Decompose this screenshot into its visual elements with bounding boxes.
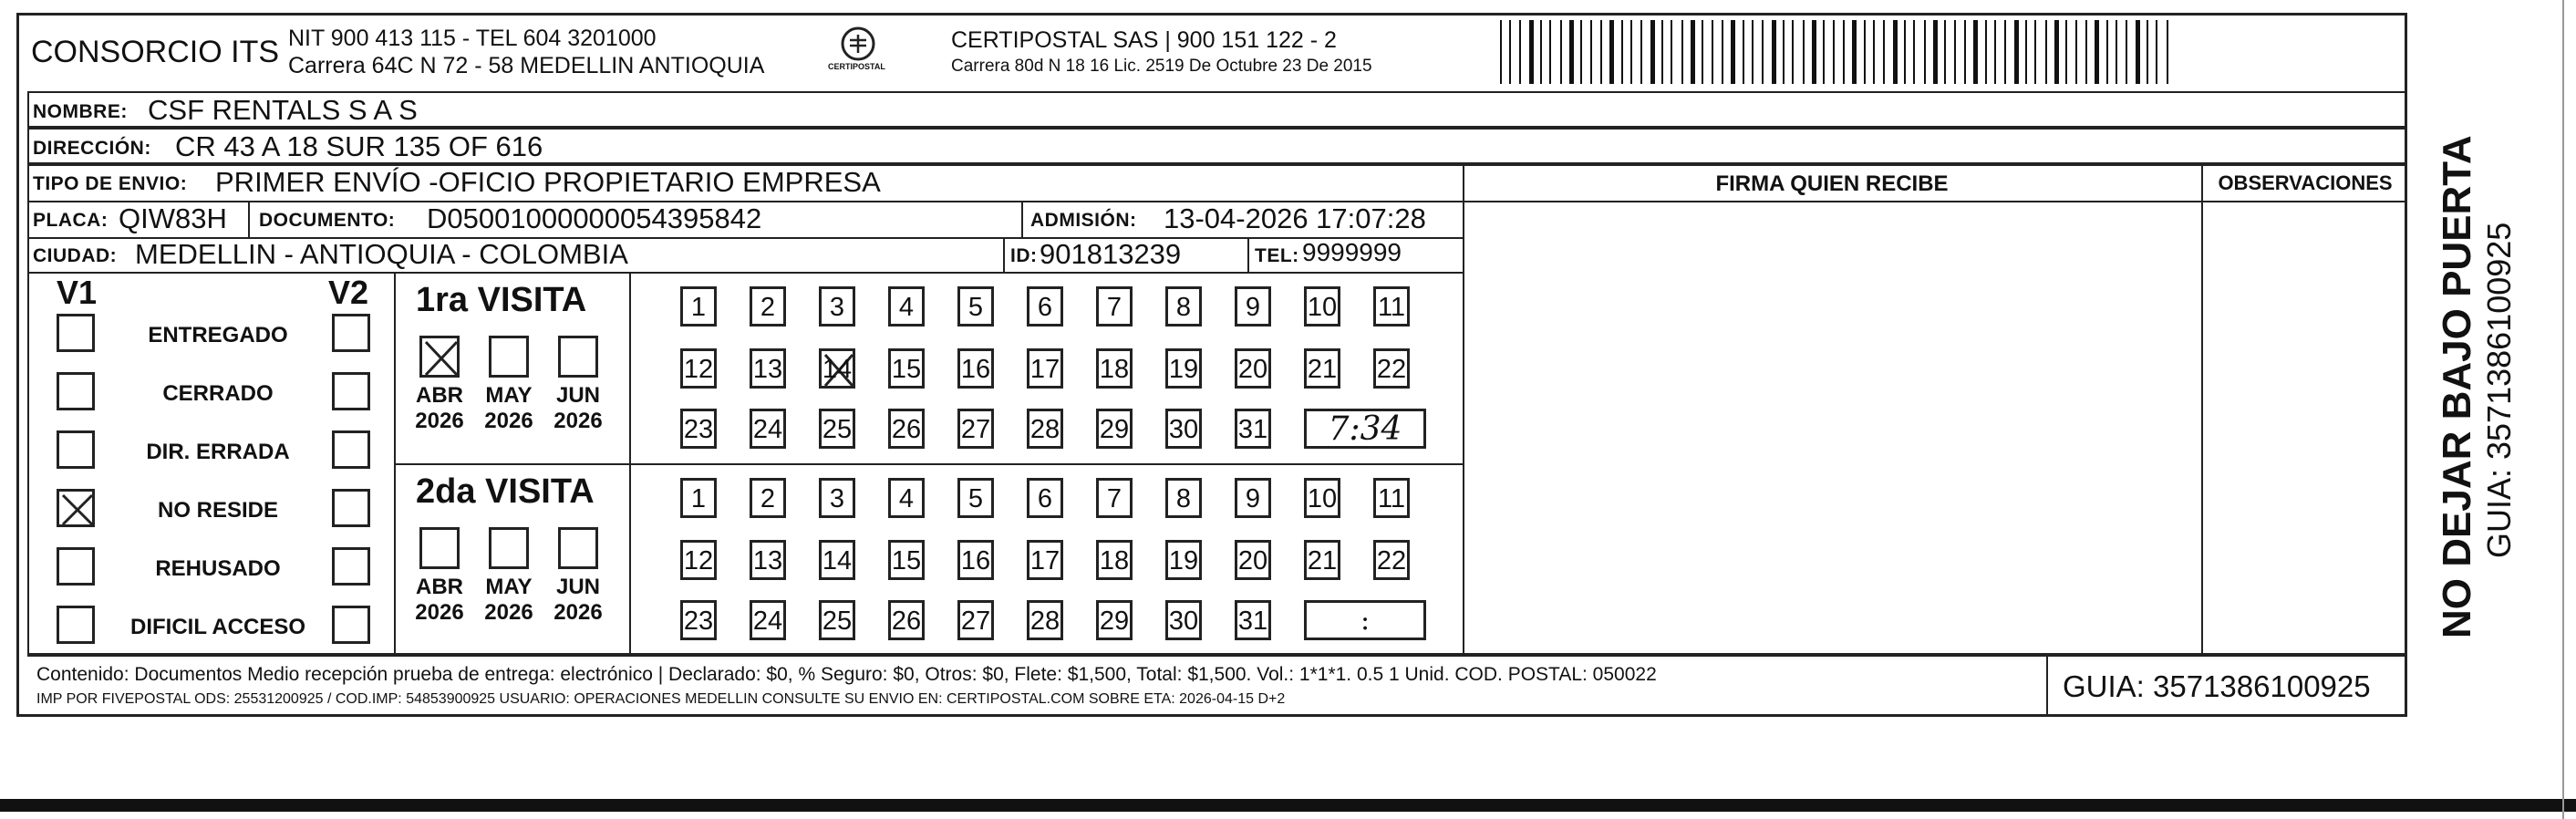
day-box[interactable]: 24	[750, 600, 786, 640]
tel-value: 9999999	[1302, 238, 1402, 266]
month-checkbox[interactable]	[489, 336, 529, 378]
visit2-title: 2da VISITA	[416, 472, 595, 511]
v2-checkbox[interactable]	[332, 372, 370, 410]
documento-value: D05001000000054395842	[427, 202, 762, 234]
day-box[interactable]: 18	[1096, 348, 1133, 389]
tipo-label: TIPO DE ENVIO:	[33, 173, 188, 194]
page-bottom-edge	[0, 799, 2576, 812]
day-box[interactable]: 23	[680, 409, 717, 449]
day-box[interactable]: 8	[1165, 478, 1202, 518]
v1-checkbox[interactable]	[57, 489, 95, 527]
status-label: NO RESIDE	[157, 498, 279, 523]
tipo-value: PRIMER ENVÍO -OFICIO PROPIETARIO EMPRESA	[215, 166, 881, 198]
day-box[interactable]: 30	[1165, 600, 1202, 640]
day-box[interactable]: 9	[1235, 286, 1271, 327]
admision-label: ADMISIÓN:	[1030, 210, 1137, 231]
v2-label: V2	[328, 274, 369, 311]
day-box[interactable]: 8	[1165, 286, 1202, 327]
day-box[interactable]: 6	[1027, 478, 1063, 518]
certipostal-logo	[828, 24, 885, 78]
status-label: REHUSADO	[155, 556, 281, 581]
carrier-address: Carrera 80d N 18 16 Lic. 2519 De Octubre 23 De 2015	[951, 57, 1372, 76]
day-box[interactable]: 16	[957, 348, 994, 389]
day-box[interactable]: 22	[1373, 348, 1410, 389]
day-box[interactable]: 18	[1096, 540, 1133, 580]
v1-checkbox[interactable]	[57, 430, 95, 469]
company-name: CONSORCIO ITS	[31, 35, 280, 69]
placa-label: PLACA:	[33, 210, 109, 231]
placa-divider	[248, 201, 250, 237]
placa-value: QIW83H	[119, 202, 227, 234]
admision-divider	[1021, 201, 1023, 237]
month-checkbox[interactable]	[558, 527, 598, 569]
footer-rule	[27, 655, 2407, 657]
v1-checkbox[interactable]	[57, 372, 95, 410]
day-box[interactable]: 7	[1096, 478, 1133, 518]
v2-checkbox[interactable]	[332, 489, 370, 527]
day-box[interactable]: 15	[888, 540, 925, 580]
day-box[interactable]: 20	[1235, 540, 1271, 580]
day-box[interactable]: 28	[1027, 409, 1063, 449]
imp-text: IMP POR FIVEPOSTAL ODS: 25531200925 / COD.IMP: 54853900925 USUARIO: OPERACIONES MEDELLIN CONSULTE SU ENVIO EN: CERTIPOSTAL.COM SOBRE ETA: 2026-04-15 D+2	[36, 691, 1286, 707]
ciudad-label: CIUDAD:	[33, 245, 118, 266]
status-label: ENTREGADO	[148, 323, 288, 347]
time-box[interactable]: :	[1304, 600, 1426, 640]
day-box[interactable]: 30	[1165, 409, 1202, 449]
day-box[interactable]: 10	[1304, 478, 1340, 518]
day-box[interactable]: 1	[680, 286, 717, 327]
day-box[interactable]: 11	[1373, 478, 1410, 518]
day-box[interactable]: 19	[1165, 348, 1202, 389]
month-label: ABR	[416, 575, 463, 599]
day-box[interactable]: 21	[1304, 348, 1340, 389]
v2-checkbox[interactable]	[332, 606, 370, 644]
day-box[interactable]: 27	[957, 600, 994, 640]
tel-label: TEL:	[1255, 245, 1299, 266]
day-box[interactable]: 10	[1304, 286, 1340, 327]
firma-label: FIRMA QUIEN RECIBE	[1715, 171, 1949, 196]
direccion-value: CR 43 A 18 SUR 135 OF 616	[175, 130, 543, 162]
direccion-label: DIRECCIÓN:	[33, 138, 151, 159]
day-box[interactable]: 29	[1096, 409, 1133, 449]
nit-line: NIT 900 413 115 - TEL 604 3201000	[288, 26, 657, 51]
day-box[interactable]: 22	[1373, 540, 1410, 580]
day-box[interactable]: 9	[1235, 478, 1271, 518]
v2-checkbox[interactable]	[332, 314, 370, 352]
month-label: MAY	[485, 575, 533, 599]
day-box[interactable]: 28	[1027, 600, 1063, 640]
day-box[interactable]: 2	[750, 286, 786, 327]
day-box[interactable]: 4	[888, 286, 925, 327]
v2-checkbox[interactable]	[332, 547, 370, 586]
page-right-edge	[2562, 0, 2564, 819]
month-checkbox[interactable]	[558, 336, 598, 378]
ciudad-value: MEDELLIN - ANTIOQUIA - COLOMBIA	[135, 238, 628, 270]
month-year: 2026	[553, 409, 603, 433]
day-box[interactable]: 5	[957, 478, 994, 518]
status-label: DIR. ERRADA	[146, 440, 290, 464]
id-label: ID:	[1010, 245, 1038, 266]
no-dejar-warning: NO DEJAR BAJO PUERTA	[2435, 135, 2479, 638]
firma-divider	[1463, 164, 1464, 655]
carrier-line: CERTIPOSTAL SAS | 900 151 122 - 2	[951, 27, 1337, 53]
month-year: 2026	[415, 600, 464, 625]
time-box[interactable]: 7:34	[1304, 409, 1426, 449]
month-year: 2026	[484, 600, 533, 625]
day-box[interactable]: 14	[819, 348, 855, 389]
side-guia: GUIA: 3571386100925	[2480, 222, 2518, 558]
day-box[interactable]: 17	[1027, 540, 1063, 580]
day-box[interactable]: 13	[750, 540, 786, 580]
nombre-label: NOMBRE:	[33, 101, 128, 122]
day-box[interactable]: 6	[1027, 286, 1063, 327]
documento-label: DOCUMENTO:	[259, 210, 396, 231]
day-box[interactable]: 5	[957, 286, 994, 327]
day-box[interactable]: 27	[957, 409, 994, 449]
v2-checkbox[interactable]	[332, 430, 370, 469]
day-box[interactable]: 3	[819, 478, 855, 518]
month-label: JUN	[555, 383, 600, 408]
v1-checkbox[interactable]	[57, 314, 95, 352]
month-label: ABR	[416, 383, 463, 408]
day-box[interactable]: 3	[819, 286, 855, 327]
month-year: 2026	[553, 600, 603, 625]
contenido-text: Contenido: Documentos Medio recepción prueba de entrega: electrónico | Declarado: $0, % Seguro: $0, Otros: $0, Flete: $1,500, Total: $1,500. Vol.: 1*1*1. 0.5 1 Unid. COD. POSTAL: 050022	[36, 664, 1657, 685]
firma-header-rule	[1463, 201, 2407, 202]
day-box[interactable]: 21	[1304, 540, 1340, 580]
obs-divider	[2201, 164, 2203, 655]
month-label: JUN	[555, 575, 600, 599]
day-box[interactable]: 25	[819, 600, 855, 640]
day-box[interactable]: 29	[1096, 600, 1133, 640]
footer-guia: GUIA: 3571386100925	[2063, 669, 2371, 703]
v1-checkbox[interactable]	[57, 547, 95, 586]
day-box[interactable]: 4	[888, 478, 925, 518]
month-label: MAY	[485, 383, 533, 408]
visit1-title: 1ra VISITA	[416, 281, 587, 319]
nombre-value: CSF RENTALS S A S	[148, 94, 418, 126]
day-box[interactable]: 7	[1096, 286, 1133, 327]
day-box[interactable]: 11	[1373, 286, 1410, 327]
day-box[interactable]: 12	[680, 540, 717, 580]
admision-value: 13-04-2026 17:07:28	[1164, 202, 1426, 234]
day-box[interactable]: 24	[750, 409, 786, 449]
month-checkbox[interactable]	[489, 527, 529, 569]
day-box[interactable]: 31	[1235, 409, 1271, 449]
ciudad-rule	[27, 272, 1463, 274]
day-box[interactable]: 13	[750, 348, 786, 389]
day-box[interactable]: 17	[1027, 348, 1063, 389]
day-box[interactable]: 26	[888, 409, 925, 449]
day-box[interactable]: 2	[750, 478, 786, 518]
day-box[interactable]: 14	[819, 540, 855, 580]
observaciones-label: OBSERVACIONES	[2218, 171, 2393, 194]
status-label: CERRADO	[162, 381, 274, 406]
month-year: 2026	[415, 409, 464, 433]
day-box[interactable]: 16	[957, 540, 994, 580]
id-divider	[1003, 237, 1005, 272]
day-box[interactable]: 31	[1235, 600, 1271, 640]
day-box[interactable]: 1	[680, 478, 717, 518]
day-box[interactable]: 19	[1165, 540, 1202, 580]
status-label: DIFICIL ACCESO	[129, 615, 305, 639]
day-box[interactable]: 25	[819, 409, 855, 449]
month-year: 2026	[484, 409, 533, 433]
month-checkbox[interactable]	[419, 336, 460, 378]
visit-rule	[394, 463, 1463, 465]
month-checkbox[interactable]	[419, 527, 460, 569]
day-box[interactable]: 20	[1235, 348, 1271, 389]
tel-divider	[1247, 237, 1249, 272]
day-box[interactable]: 26	[888, 600, 925, 640]
company-address: Carrera 64C N 72 - 58 MEDELLIN ANTIOQUIA	[288, 53, 765, 78]
day-box[interactable]: 12	[680, 348, 717, 389]
id-value: 901813239	[1040, 238, 1182, 270]
v1-checkbox[interactable]	[57, 606, 95, 644]
v1-label: V1	[57, 274, 98, 311]
barcode	[1500, 20, 2175, 84]
logo-text: CERTIPOSTAL	[828, 62, 885, 71]
day-box[interactable]: 23	[680, 600, 717, 640]
day-box[interactable]: 15	[888, 348, 925, 389]
footer-divider	[2046, 655, 2048, 715]
